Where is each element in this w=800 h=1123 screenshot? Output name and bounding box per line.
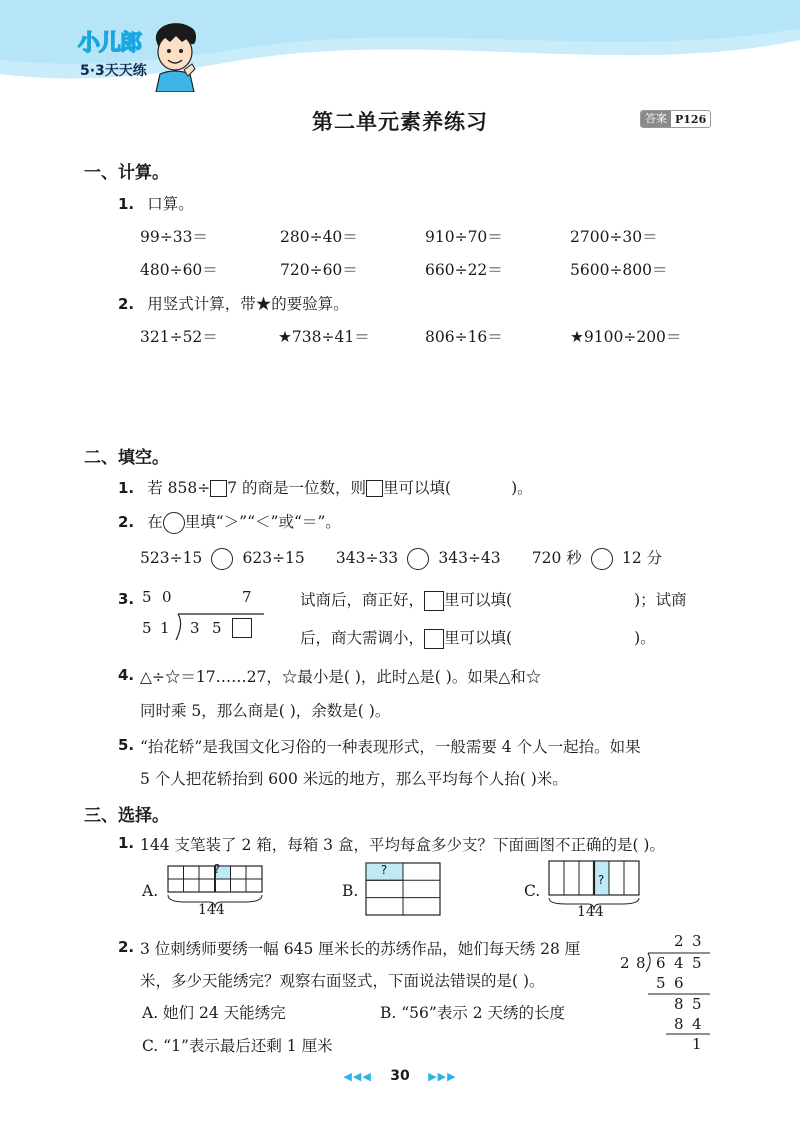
qmark-a: ? (213, 862, 221, 876)
s2-q2-number: 2. (118, 513, 135, 531)
option-a-label[interactable]: A. (142, 882, 159, 900)
diagram-b (364, 860, 444, 920)
s1-q2 (118, 292, 349, 314)
s2-q4-number: 4. (118, 666, 135, 684)
compare3-circle[interactable] (591, 548, 613, 570)
div-digit: 5 (692, 995, 702, 1013)
right-arrows-icon: ▶▶▶ (428, 1070, 457, 1083)
div-digit: 7 (242, 588, 252, 606)
s1-q1-number: 1. (118, 195, 135, 213)
s2-q3-l2a: 后，商大需调小， (300, 629, 425, 647)
div-digit: 8 (674, 1015, 684, 1033)
oral-2: 280÷40＝ (280, 228, 358, 246)
long-division-q2 (618, 932, 718, 1057)
section2-heading: 二、填空。 (84, 448, 169, 468)
option-c-label[interactable]: C. (524, 882, 541, 900)
div-digit: 8 (636, 954, 646, 972)
oral-7: 660÷22＝ (425, 261, 503, 279)
div-digit: 5 (656, 974, 666, 992)
s1-q1-text: 口算。 (147, 195, 194, 213)
div-digit: 2 (620, 954, 630, 972)
div-digit: 5 (212, 619, 222, 637)
s2-q4-line1: △÷☆＝17……27，☆最小是( )，此时△是( )。如果△和☆ (140, 668, 542, 686)
s2-q3-l2c: )。 (634, 629, 656, 647)
boy-mascot-icon (148, 20, 200, 92)
total-a: 144 (198, 902, 225, 918)
page-title: 第二单元素养练习 (312, 110, 488, 134)
answer-page: P126 (675, 112, 707, 126)
div-digit: 4 (692, 1015, 702, 1033)
s2-q3-line1 (300, 588, 687, 611)
s3-q2-number: 2. (118, 938, 135, 956)
s2-q5-line1: “抬花轿”是我国文化习俗的一种表现形式，一般需要 4 个人一起抬。如果 (140, 738, 641, 756)
oral-3: 910÷70＝ (425, 228, 503, 246)
s2-q5-number: 5. (118, 736, 135, 754)
s2-q1-number: 1. (118, 479, 135, 497)
s2-q3-l1b: 里可以填( (444, 591, 513, 609)
qmark-b: ? (380, 863, 388, 877)
compare2-right: 343÷43 (438, 549, 501, 567)
s2-q2-text-b: 里填“＞”“＜”或“＝”。 (184, 513, 341, 531)
s2-q4-line2: 同时乘 5，那么商是( )，余数是( )。 (140, 702, 391, 720)
compare1-left: 523÷15 (140, 549, 203, 567)
div-digit: 3 (190, 619, 200, 637)
s3-q2-line1: 3 位刺绣师要绣一幅 645 厘米长的苏绣作品，她们每天绣 28 厘 (140, 940, 581, 958)
left-arrows-icon: ◀◀◀ (343, 1070, 372, 1083)
s2-q2-compare-row (140, 546, 662, 570)
answer-page-badge (640, 110, 711, 128)
blank-square (210, 480, 227, 497)
blank-square[interactable] (232, 618, 252, 638)
vertical-4: ★9100÷200＝ (570, 328, 682, 346)
option-b-label[interactable]: B. (342, 882, 359, 900)
s1-q1 (118, 192, 194, 214)
s2-q3-l1a: 试商后，商正好， (300, 591, 425, 609)
vertical-3: 806÷16＝ (425, 328, 503, 346)
blank-square (424, 591, 444, 611)
compare2-left: 343÷33 (335, 549, 399, 567)
blank-circle (163, 512, 185, 534)
s2-q1 (118, 476, 533, 498)
oral-1: 99÷33＝ (140, 228, 208, 246)
div-digit: 5 (142, 619, 152, 637)
blank-square (366, 480, 383, 497)
div-digit: 6 (674, 974, 684, 992)
s2-q1-text-d: )。 (511, 479, 533, 497)
logo-main-text: 小儿郎 (78, 31, 142, 56)
s2-q3-l1c: )；试商 (634, 591, 687, 609)
s3-q2-option-a[interactable]: A. 她们 24 天能绣完 (142, 1004, 286, 1022)
logo (70, 20, 200, 100)
oral-6: 720÷60＝ (280, 261, 358, 279)
s2-q3-l2b: 里可以填( (444, 629, 513, 647)
div-digit: 5 (142, 588, 152, 606)
oral-8: 5600÷800＝ (570, 261, 668, 279)
s2-q2-text-a: 在 (147, 513, 163, 531)
s3-q1-number: 1. (118, 834, 135, 852)
total-c: 144 (577, 904, 604, 920)
logo-sub-text: 5·3天天练 (80, 63, 147, 79)
div-digit: 8 (674, 995, 684, 1013)
div-digit: 1 (692, 1035, 702, 1053)
div-digit: 5 (692, 954, 702, 972)
s3-q2-line2: 米，多少天能绣完？观察右面竖式，下面说法错误的是( )。 (140, 972, 545, 990)
compare3-left: 720 秒 (531, 549, 582, 567)
compare2-circle[interactable] (407, 548, 429, 570)
long-division-q3 (140, 588, 270, 648)
section3-heading: 三、选择。 (84, 806, 169, 826)
s2-q1-text-a: 若 858÷ (147, 479, 211, 497)
answer-label: 答案 (641, 110, 671, 128)
qmark-c: ? (597, 873, 605, 887)
s3-q2-option-c[interactable]: C. “1”表示最后还剩 1 厘米 (142, 1037, 333, 1055)
div-digit: 0 (162, 588, 172, 606)
s2-q5-line2: 5 个人把花轿抬到 600 米远的地方，那么平均每个人抬( )米。 (140, 770, 568, 788)
div-digit: 3 (692, 932, 702, 950)
s2-q3-line2 (300, 626, 656, 649)
s2-q1-text-c: 里可以填( (383, 479, 452, 497)
vertical-1: 321÷52＝ (140, 328, 218, 346)
division-lines (618, 932, 718, 1057)
s1-q2-number: 2. (118, 295, 135, 313)
s2-q3-number: 3. (118, 590, 135, 608)
page-number: 30 (390, 1068, 410, 1084)
oral-4: 2700÷30＝ (570, 228, 658, 246)
s3-q1-text: 144 支笔装了 2 箱，每箱 3 盒，平均每盒多少支？下面画图不正确的是( )。 (140, 836, 665, 854)
compare3-right: 12 分 (621, 549, 663, 567)
div-digit: 4 (674, 954, 684, 972)
s3-q2-option-b[interactable]: B. “56”表示 2 天绣的长度 (380, 1004, 566, 1022)
blank-square (424, 629, 444, 649)
compare1-circle[interactable] (211, 548, 233, 570)
vertical-2: ★738÷41＝ (278, 328, 370, 346)
s2-q1-text-b: 7 的商是一位数，则 (227, 479, 367, 497)
s2-q2 (118, 510, 341, 534)
s1-q2-text: 用竖式计算，带★的要验算。 (147, 295, 349, 313)
section1-heading: 一、计算。 (84, 163, 169, 183)
div-digit: 1 (160, 619, 170, 637)
compare1-right: 623÷15 (242, 549, 305, 567)
div-digit: 2 (674, 932, 684, 950)
div-digit: 6 (656, 954, 666, 972)
oral-5: 480÷60＝ (140, 261, 218, 279)
page-footer (0, 1068, 800, 1084)
